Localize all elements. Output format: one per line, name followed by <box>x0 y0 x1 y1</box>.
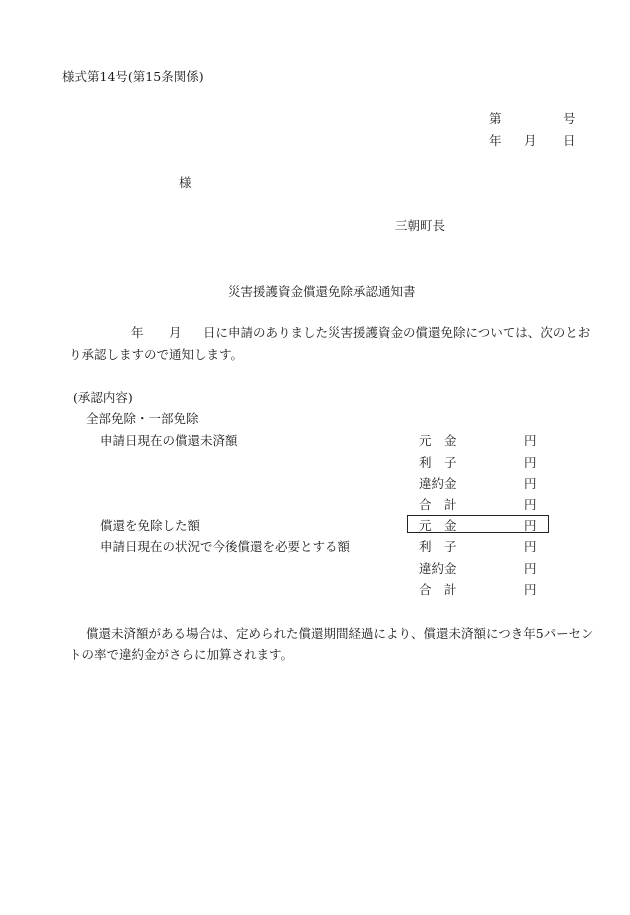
required-penalty-currency: 円 <box>524 561 537 576</box>
required-amount-label: 申請日現在の状況で今後償還を必要とする額 <box>100 539 351 554</box>
unpaid-penalty-label: 違約金 <box>419 476 457 491</box>
issue-date-day: 日 <box>563 133 576 148</box>
body-date-year: 年 <box>131 325 144 340</box>
unpaid-principal-currency: 円 <box>524 433 537 448</box>
unpaid-penalty-currency: 円 <box>524 476 537 491</box>
required-total-label: 合 計 <box>419 582 457 597</box>
approval-heading: (承認内容) <box>73 390 133 405</box>
reference-number-prefix: 第 <box>489 111 502 126</box>
unpaid-interest-label: 利 子 <box>419 455 457 470</box>
required-interest-label: 利 子 <box>419 539 457 554</box>
body-text-line2: り承認しますので通知します。 <box>69 347 244 362</box>
exempted-amount-label: 償還を免除した額 <box>100 518 201 533</box>
sender-name: 三朝町長 <box>395 218 446 233</box>
required-total-currency: 円 <box>524 582 537 597</box>
footnote-line2: トの率で違約金がさらに加算されます。 <box>69 647 294 662</box>
body-date-month: 月 <box>169 325 182 340</box>
unpaid-principal-label: 元 金 <box>419 433 457 448</box>
exempted-principal-currency: 円 <box>524 518 537 533</box>
issue-date-year: 年 <box>489 133 502 148</box>
unpaid-total-label: 合 計 <box>419 497 457 512</box>
required-penalty-label: 違約金 <box>419 561 457 576</box>
document-title: 災害援護資金償還免除承認通知書 <box>228 284 416 299</box>
body-text-line1: 日に申請のありました災害援護資金の償還免除については、次のとお <box>203 325 591 340</box>
unpaid-interest-currency: 円 <box>524 455 537 470</box>
recipient-honorific: 様 <box>179 175 192 190</box>
reference-number-suffix: 号 <box>563 111 576 126</box>
footnote-line1: 償還未済額がある場合は、定められた償還期間経過により、償還未済額につき年5パーセン <box>86 626 594 641</box>
approval-scope: 全部免除・一部免除 <box>86 411 199 426</box>
issue-date-month: 月 <box>524 133 537 148</box>
unpaid-amount-label: 申請日現在の償還未済額 <box>100 433 238 448</box>
required-interest-currency: 円 <box>524 539 537 554</box>
unpaid-total-currency: 円 <box>524 497 537 512</box>
form-number: 様式第14号(第15条関係) <box>62 69 204 84</box>
exempted-principal-label: 元 金 <box>419 518 457 533</box>
